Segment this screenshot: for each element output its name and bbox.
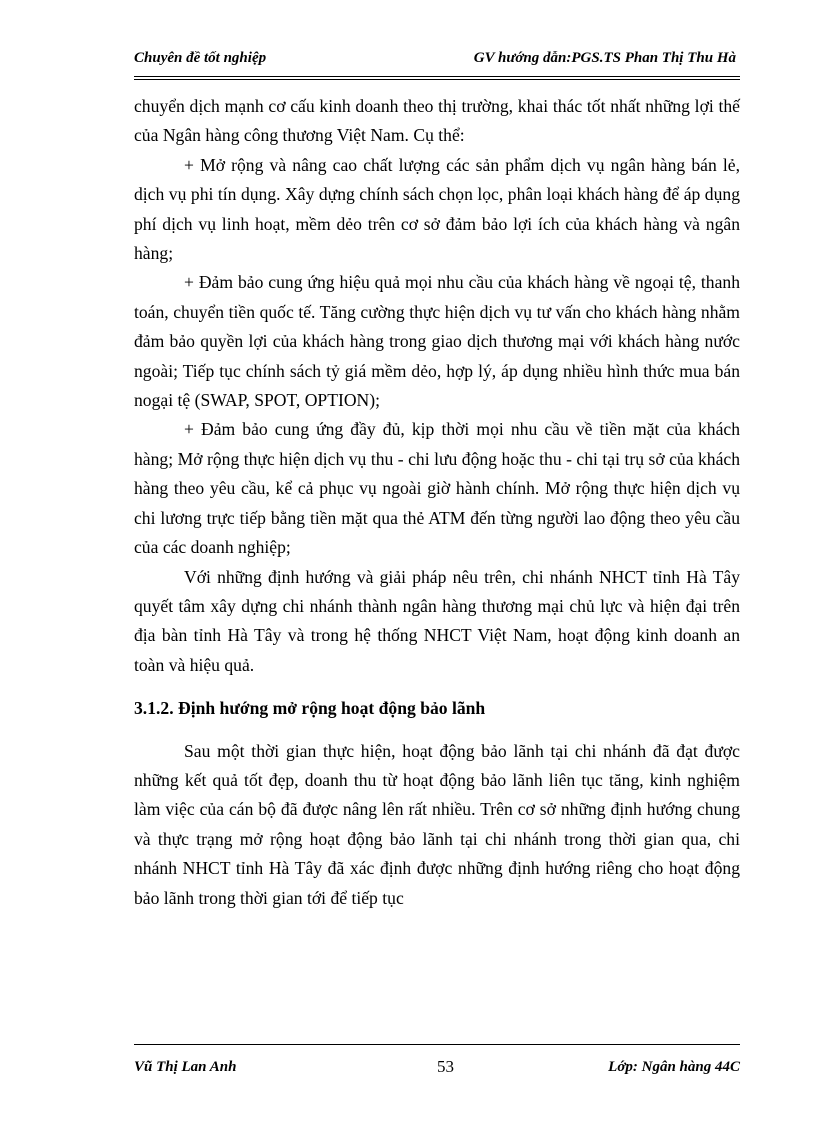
footer-author: Vũ Thị Lan Anh xyxy=(134,1059,237,1075)
section-heading: 3.1.2. Định hướng mở rộng hoạt động bảo lãnh xyxy=(134,698,486,719)
body-paragraph: chuyển dịch mạnh cơ cấu kinh doanh theo thị trường, khai thác tốt nhất những lợi thế của Ngân hàng công thương Việt Nam. Cụ thể: xyxy=(134,96,740,146)
section-paragraph: Sau một thời gian thực hiện, hoạt động bảo lãnh tại chi nhánh đã đạt được những kết quả tốt đẹp, doanh thu từ hoạt động bảo lãnh liên tục tăng, kinh nghiệm làm việc của cán bộ đã được nâng lên rất nhiều. Trên cơ sở những định hướng chung và thực trạng mở rộng hoạt động bảo lãnh tại chi nhánh trong thời gian qua, chi nhánh NHCT tỉnh Hà Tây đã xác định được những định hướng riêng cho hoạt động bảo lãnh trong thời gian tới để tiếp tục xyxy=(134,740,740,908)
header-supervisor: GV hướng dẫn:PGS.TS Phan Thị Thu Hà xyxy=(473,50,736,66)
document-body xyxy=(134,92,740,913)
footer-class: Lớp: Ngân hàng 44C xyxy=(608,1059,740,1075)
page-number: 53 xyxy=(437,1057,454,1076)
body-paragraph: + Đảm bảo cung ứng đầy đủ, kịp thời mọi nhu cầu về tiền mặt của khách hàng; Mở rộng thực hiện dịch vụ thu - chi lưu động hoặc thu - chi tại trụ sở của khách hàng theo yêu cầu, kể cả phục vụ ngoài giờ hành chính. Mở rộng thực hiện dịch vụ chi lương trực tiếp bằng tiền mặt qua thẻ ATM đến từng người lao động theo yêu cầu của các doanh nghiệp; xyxy=(134,419,740,558)
page-footer xyxy=(134,1044,740,1081)
body-paragraph: Với những định hướng và giải pháp nêu trên, chi nhánh NHCT tỉnh Hà Tây quyết tâm xây dựng chi nhánh thành ngân hàng thương mại chủ lực và hiện đại trên địa bàn tỉnh Hà Tây và trong hệ thống NHCT Việt Nam, hoạt động kinh doanh an toàn và hiệu quả. xyxy=(134,566,740,675)
body-paragraph: + Mở rộng và nâng cao chất lượng các sản phẩm dịch vụ ngân hàng bán lẻ, dịch vụ phi tín dụng. Xây dựng chính sách chọn lọc, phân loại khách hàng để áp dụng phí dịch vụ linh hoạt, mềm dẻo trên cơ sở đảm bảo lợi ích của khách hàng và ngân hàng; xyxy=(134,154,740,264)
page-header xyxy=(134,48,740,80)
body-paragraph: + Đảm bảo cung ứng hiệu quả mọi nhu cầu của khách hàng về ngoại tệ, thanh toán, chuyển tiền quốc tế. Tăng cường thực hiện dịch vụ tư vấn cho khách hàng nhằm đảm bảo quyền lợi của khách hàng trong giao dịch thương mại với khách hàng nước ngoài; Tiếp tục chính sách tỷ giá mềm dẻo, hợp lý, áp dụng nhiều hình thức mua bán nogại tệ (SWAP, SPOT, OPTION); xyxy=(134,272,740,411)
header-document-type: Chuyên đề tốt nghiệp xyxy=(134,50,267,66)
